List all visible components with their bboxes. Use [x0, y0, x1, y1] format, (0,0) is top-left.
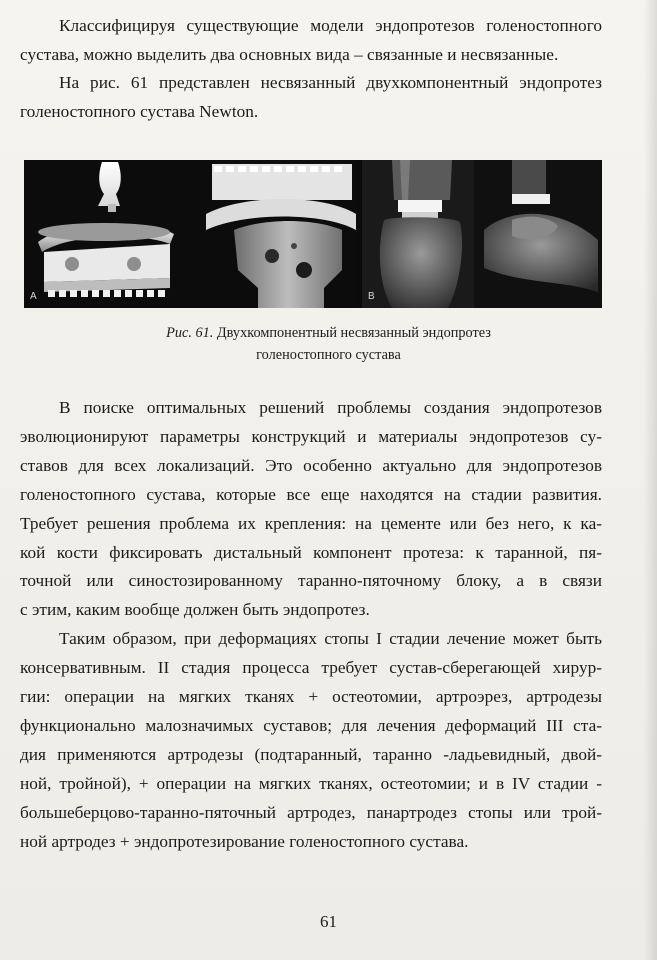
intro-paragraph-1: [20, 12, 602, 69]
caption-line-2: голеностопного сустава: [256, 347, 401, 363]
text-line: Требует решения проблема их крепления: на цементе или без него, к ка-: [20, 513, 602, 533]
text-line: эволюционируют параметры конструкций и материалы эндопротезов су-: [20, 426, 602, 446]
caption-prefix: Рис. 61.: [166, 325, 214, 341]
text-line: В поиске оптимальных решений проблемы создания эндопротезов: [59, 398, 602, 417]
figure-panel-a-implant-photo: [24, 160, 357, 308]
text-line: голеностопного сустава, которые все еще находятся на стадии развития.: [20, 484, 602, 504]
page-edge-shadow: [643, 0, 657, 960]
text-line: точной или синостозированному таранно-пяточному блоку, а в связи: [20, 571, 602, 591]
text-line: кой кости фиксировать дистальный компонент протеза: к таранной, пя-: [20, 542, 602, 562]
figure-caption: [0, 322, 657, 366]
intro-paragraph-2: [20, 69, 602, 126]
figure-panel-b-xray: [362, 160, 602, 308]
text-line: ной, тройной), + операции на мягких тканях, остеотомии; и в IV стадии -: [20, 773, 602, 793]
text-line: консервативным. II стадия процесса требует сустав-сберегающей хирур-: [20, 658, 602, 678]
text-line: ставов для всех локализаций. Это особенно актуально для эндопротезов: [20, 455, 602, 475]
text-line: дия применяются артродезы (подтаранный, таранно -ладьевидный, двой-: [20, 744, 602, 764]
text-line: Таким образом, при деформациях стопы I стадии лечение может быть: [59, 629, 602, 649]
caption-text-1: Двухкомпонентный несвязанный эндопротез: [216, 325, 491, 341]
text-line: с этим, каким вообще должен быть эндопротез.: [20, 600, 370, 620]
text-line: голеностопного сустава Newton.: [20, 101, 259, 121]
main-text: [20, 394, 602, 857]
xray-illustration: [362, 160, 602, 308]
page-number: 61: [320, 912, 337, 931]
implant-photo-illustration: [24, 160, 357, 308]
intro-text: [20, 12, 602, 126]
text-line: сустава, можно выделить два основных вида – связанные и несвязанные.: [20, 44, 559, 64]
caption-line-1: [0, 322, 657, 344]
panel-label-b: B: [368, 291, 375, 302]
text-line: гии: операции на мягких тканях + остеотомии, артроэрез, артродезы: [20, 687, 602, 707]
figure-61: [24, 160, 602, 308]
panel-label-a: A: [30, 291, 37, 302]
main-paragraph-2: [20, 625, 602, 856]
text-line: большеберцово-таранно-пяточный артродез, панартродез стопы или трой-: [20, 802, 602, 822]
text-line: На рис. 61 представлен несвязанный двухкомпонентный эндопротез: [59, 73, 602, 93]
text-line: функционально малозначимых суставов; для лечения деформаций III ста-: [20, 715, 602, 735]
main-paragraph-1: [20, 394, 602, 625]
text-line: Классифицируя существующие модели эндопротезов голеностопного: [59, 16, 602, 35]
text-line: ной артродез + эндопротезирование голеностопного сустава.: [20, 831, 469, 851]
